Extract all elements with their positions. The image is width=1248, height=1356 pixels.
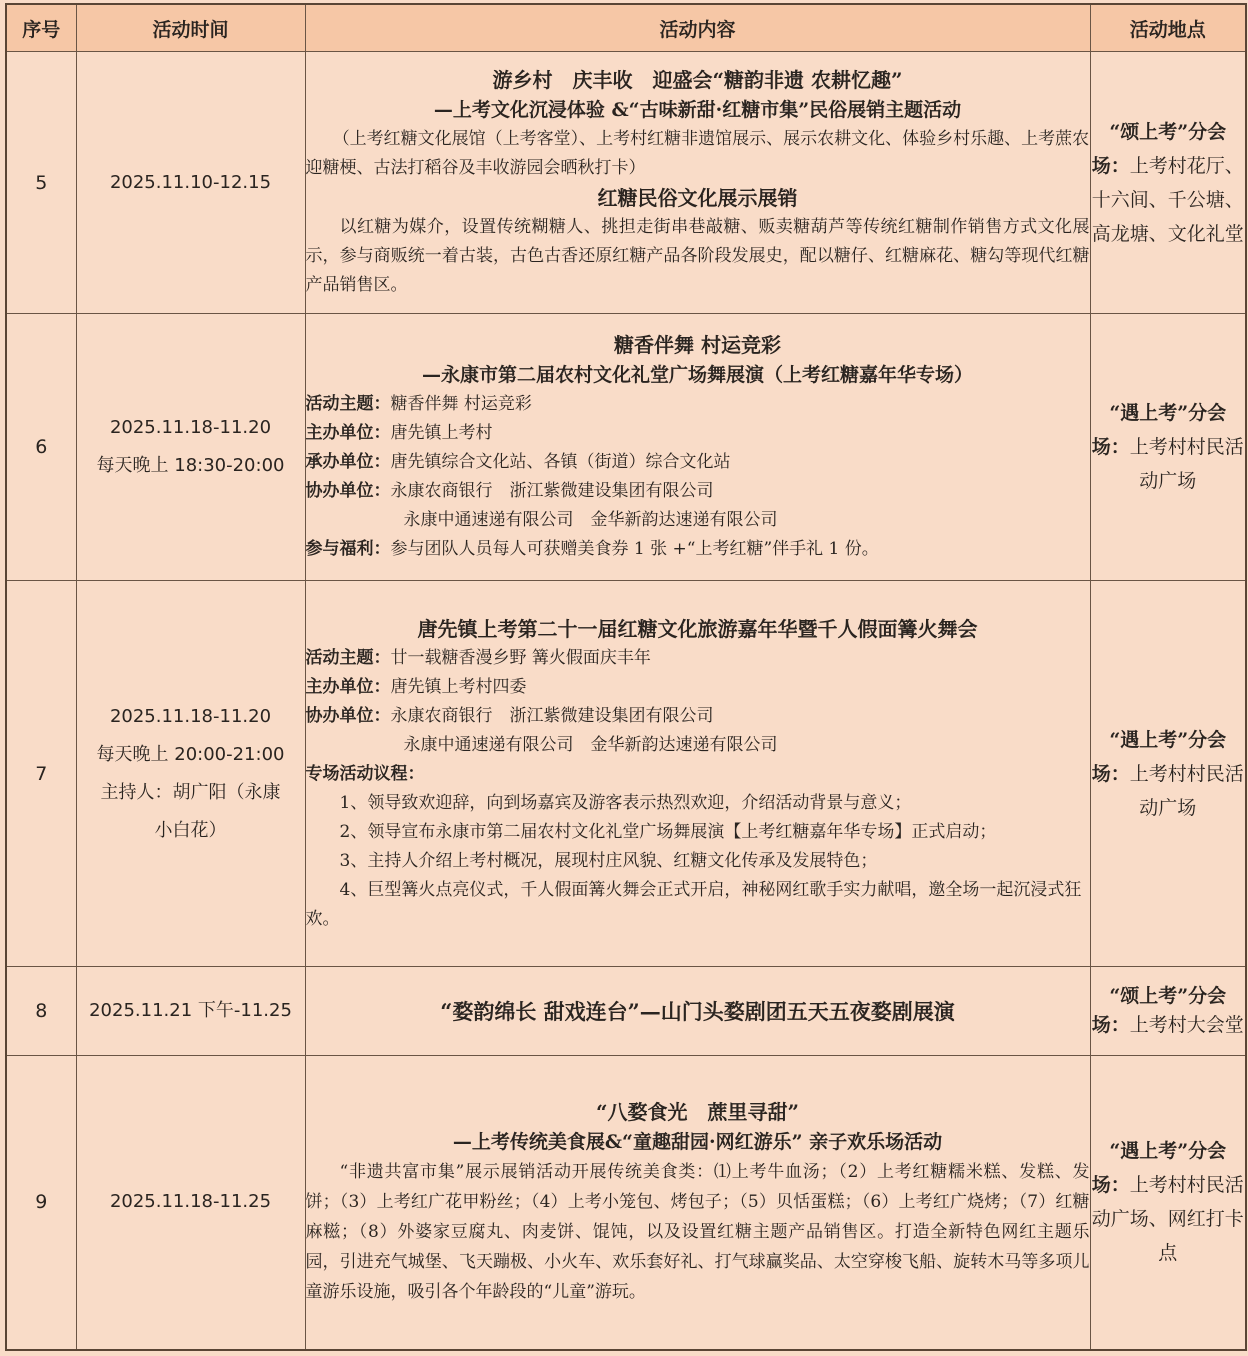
venue-name: “遇上考”分 (1109, 1140, 1208, 1163)
venue-label: 会场： (1091, 402, 1227, 458)
activity-content (305, 314, 1090, 581)
activity-title: 游乡村 庆丰收 迎盛会“糖韵非遗 农耕忆趣” (492, 68, 903, 92)
activity-venue (1090, 1056, 1246, 1350)
activity-schedule-table (5, 3, 1247, 1351)
venue-place: 上考村村民活动广场 (1129, 762, 1244, 819)
header-time: 活动时间 (76, 4, 305, 52)
activity-time (76, 967, 305, 1056)
venue-name: “颂上考”分 (1109, 985, 1208, 1007)
table-row (6, 581, 1246, 967)
activity-venue (1090, 314, 1246, 581)
venue-name: “颂上考”分 (1109, 120, 1208, 143)
table-row (6, 52, 1246, 314)
row-number: 7 (6, 581, 76, 967)
field-co-organizer-cont: 永康中通速递有限公司 金华新韵达速递有限公司 (403, 510, 778, 530)
field-organizer: 主办单位： 唐先镇上考村四委 (305, 676, 527, 697)
field-undertaker: 承办单位： 唐先镇综合文化站、各镇（街道）综合文化站 (305, 452, 731, 472)
activity-venue (1090, 52, 1246, 314)
row-number: 5 (6, 52, 76, 314)
header-content: 活动内容 (305, 4, 1090, 52)
row-number: 8 (6, 967, 76, 1056)
venue-label: 会场： (1091, 985, 1227, 1036)
header-no: 序号 (6, 4, 76, 52)
field-organizer: 主办单位： 唐先镇上考村 (305, 423, 493, 443)
time-line: 2025.11.10-12.15 (109, 171, 272, 193)
activity-content (305, 967, 1090, 1056)
field-co-organizer-cont: 永康中通速递有限公司 金华新韵达速递有限公司 (403, 734, 778, 755)
time-line: 2025.11.21 下午-11.25 (89, 1000, 292, 1021)
time-line: 每天晚上 20:00-21:00 (96, 743, 285, 765)
section-title: 红糖民俗文化展示展销 (597, 186, 798, 210)
activity-title: 糖香伴舞 村运竞彩 (614, 333, 781, 357)
time-line: 2025.11.18-11.25 (109, 1191, 272, 1213)
activity-description: “非遗共富市集”展示展销活动开展传统美食类：⑴上考牛血汤；（2）上考红糖糯米糕、发糕、发饼；（3）上考红广花甲粉丝；（4）上考小笼包、烤包子；（5）贝恬蛋糕；（6）上考红广烧烤；（7）红糖麻糍；（8）外婆家豆腐丸、肉麦饼、馄饨，以及设置红糖主题产品销售区。打造全新特色网红主题乐园，引进充气城堡、飞天蹦极、小火车、欢乐套好礼、打气球赢奖品、太空穿梭飞船、旋转木马等多项儿童游乐设施，吸引各个年龄段的“儿童”游玩。 (305, 1162, 1090, 1303)
table-row (6, 1056, 1246, 1350)
header-venue: 活动地点 (1090, 4, 1246, 52)
activity-time (76, 1056, 305, 1350)
table-row (6, 967, 1246, 1056)
activity-description: 以红糖为媒介，设置传统糊糖人、挑担走街串巷敲糖、贩卖糖葫芦等传统红糖制作销售方式文化展示，参与商贩统一着古装，古色古香还原红糖产品各阶段发展史，配以糖仔、红糖麻花、糖勾等现代红糖产品销售区。 (305, 217, 1090, 295)
agenda-label: 专场活动议程： (305, 763, 425, 784)
activity-subtitle: —上考文化沉浸体验 &“古味新甜·红糖市集”民俗展销主题活动 (433, 99, 962, 121)
activity-subtitle: —上考传统美食展&“童趣甜园·网红游乐” 亲子欢乐场活动 (452, 1131, 943, 1154)
activity-content (305, 1056, 1090, 1350)
field-theme: 活动主题： 糖香伴舞 村运竞彩 (305, 394, 532, 414)
row-number: 6 (6, 314, 76, 581)
header-row (6, 4, 1246, 52)
agenda-item: 3、主持人介绍上考村概况，展现村庄风貌、红糖文化传承及发展特色； (339, 850, 878, 871)
activity-content (305, 581, 1090, 967)
activity-time (76, 581, 305, 967)
activity-title: “八婺食光 蔗里寻甜” (595, 1100, 799, 1125)
table-row (6, 314, 1246, 581)
time-line: 2025.11.18-11.20 (109, 417, 272, 438)
activity-title: “婺韵绵长 甜戏连台”—山门头婺剧团五天五夜婺剧展演 (440, 998, 955, 1024)
venue-place: 上考村村民活动广场、网红打卡点 (1091, 1174, 1244, 1265)
activity-time (76, 314, 305, 581)
activity-title: 唐先镇上考第二十一届红糖文化旅游嘉年华暨千人假面篝火舞会 (417, 616, 978, 641)
field-benefits: 参与福利： 参与团队人员每人可获赠美食券 1 张 +“上考红糖”伴手礼 1 份。 (305, 539, 879, 559)
venue-place: 上考村大会堂 (1129, 1014, 1244, 1036)
venue-label: 会场： (1091, 728, 1227, 785)
venue-place: 上考村花厅、十六间、千公塘、高龙塘、文化礼堂 (1091, 154, 1244, 245)
field-co-organizer: 协办单位： 永康农商银行 浙江紫微建设集团有限公司 (305, 705, 714, 726)
activity-content (305, 52, 1090, 314)
agenda-item: 2、领导宣布永康市第二届农村文化礼堂广场舞展演【上考红糖嘉年华专场】正式启动； (339, 821, 997, 842)
time-line: 2025.11.18-11.20 (109, 705, 272, 727)
host-line: 主持人：胡广阳（永康 (100, 781, 281, 803)
field-co-organizer: 协办单位： 永康农商银行 浙江紫微建设集团有限公司 (305, 481, 714, 501)
venue-name: “遇上考”分 (1109, 402, 1208, 424)
host-line: 小白花） (154, 819, 227, 841)
row-number: 9 (6, 1056, 76, 1350)
activity-subtitle: —永康市第二届农村文化礼堂广场舞展演（上考红糖嘉年华专场） (421, 364, 973, 386)
activity-venue (1090, 967, 1246, 1056)
activity-note: （上考红糖文化展馆（上考客堂）、上考村红糖非遗馆展示、展示农耕文化、体验乡村乐趣、上考蔗农迎糖梗、古法打稻谷及丰收游园会晒秋打卡） (305, 129, 1090, 178)
activity-venue (1090, 581, 1246, 967)
agenda-item: 1、领导致欢迎辞，向到场嘉宾及游客表示热烈欢迎，介绍活动背景与意义； (339, 792, 912, 813)
field-theme: 活动主题： 廿一载糖香漫乡野 篝火假面庆丰年 (305, 647, 651, 668)
venue-name: “遇上考”分 (1109, 728, 1208, 751)
activity-time (76, 52, 305, 314)
venue-place: 上考村村民活动广场 (1129, 436, 1244, 492)
venue-label: 会场： (1091, 1140, 1227, 1197)
venue-label: 会场： (1091, 120, 1227, 177)
agenda-item: 4、巨型篝火点亮仪式，千人假面篝火舞会正式开启，神秘网红歌手实力献唱，邀全场一起沉浸式狂欢。 (305, 879, 1082, 929)
time-line: 每天晚上 18:30-20:00 (96, 455, 285, 476)
